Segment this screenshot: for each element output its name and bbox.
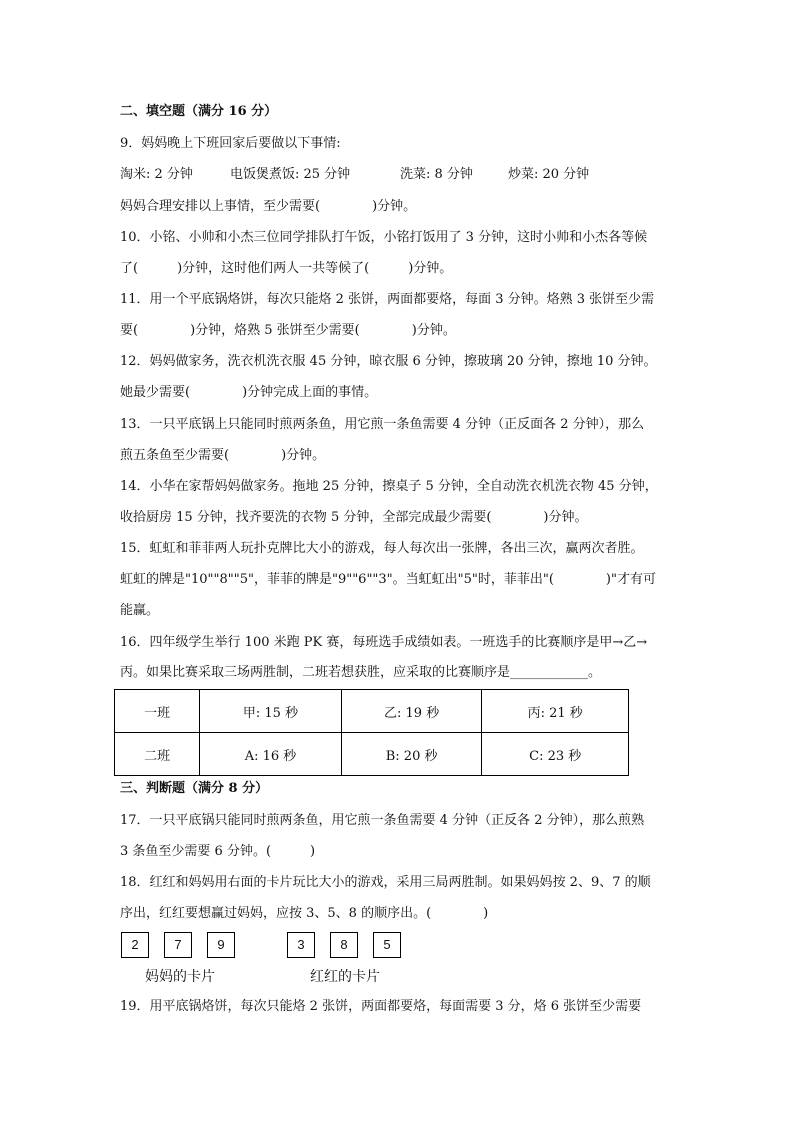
- q9-task-3: 洗菜: 8 分钟: [400, 167, 473, 182]
- table-cell: 乙: 19 秒: [341, 690, 482, 733]
- table-cell: 二班: [115, 733, 200, 776]
- hong-card: 3: [287, 932, 315, 958]
- mom-card: 9: [207, 932, 235, 958]
- table-cell: B: 20 秒: [341, 733, 482, 776]
- q9-task-1: 淘米: 2 分钟: [120, 167, 193, 182]
- q15-line-1: 15．虹虹和菲菲两人玩扑克牌比大小的游戏，每人每次出一张牌，各出三次，赢两次者胜。: [120, 541, 644, 556]
- q18-line-1: 18．红红和妈妈用右面的卡片玩比大小的游戏，采用三局两胜制。如果妈妈按 2、9、7 的顺: [120, 875, 651, 890]
- q13-line-2: 煎五条鱼至少需要( )分钟。: [120, 448, 326, 463]
- q19-line-1: 19．用平底锅烙饼，每次只能烙 2 张饼，两面都要烙，每面需要 3 分，烙 6 张饼至少需要: [120, 999, 642, 1014]
- hong-cards-label: 红红的卡片: [310, 969, 380, 985]
- hong-card: 8: [330, 932, 358, 958]
- q12-line-1: 12．妈妈做家务，洗衣机洗衣服 45 分钟，晾衣服 6 分钟，擦玻璃 20 分钟，擦地 10 分钟。: [120, 354, 657, 369]
- q9-task-2: 电饭煲煮饭: 25 分钟: [230, 167, 351, 182]
- table-cell: 丙: 21 秒: [482, 690, 629, 733]
- mom-card: 7: [164, 932, 192, 958]
- q17-line-2: 3 条鱼至少需要 6 分钟。( ): [120, 844, 316, 859]
- q14-line-2: 收拾厨房 15 分钟，找齐要洗的衣物 5 分钟，全部完成最少需要( )分钟。: [120, 510, 588, 525]
- q14-line-1: 14．小华在家帮妈妈做家务。拖地 25 分钟，擦桌子 5 分钟，全自动洗衣机洗衣物 45 分钟，: [120, 479, 658, 494]
- table-cell: A: 16 秒: [200, 733, 342, 776]
- q13-line-1: 13．一只平底锅上只能同时煎两条鱼，用它煎一条鱼需要 4 分钟（正反面各 2 分钟），那么: [120, 417, 645, 432]
- table-row: [115, 690, 629, 733]
- q9-ask: 妈妈合理安排以上事情，至少需要( )分钟。: [120, 199, 417, 214]
- race-times-table: [114, 689, 629, 776]
- q10-line-1: 10．小铭、小帅和小杰三位同学排队打午饭，小铭打饭用了 3 分钟，这时小帅和小杰各等候: [120, 230, 648, 245]
- hong-card: 5: [373, 932, 401, 958]
- q17-line-1: 17．一只平底锅只能同时煎两条鱼，用它煎一条鱼需要 4 分钟（正反各 2 分钟），那么煎熟: [120, 813, 645, 828]
- q16-line-2: 丙。如果比赛采取三场两胜制，二班若想获胜，应采取的比赛顺序是____________。: [120, 665, 602, 680]
- table-cell: 甲: 15 秒: [200, 690, 342, 733]
- mom-cards-label: 妈妈的卡片: [145, 969, 215, 985]
- table-row: [115, 733, 629, 776]
- q12-line-2: 她最少需要( )分钟完成上面的事情。: [120, 385, 378, 400]
- table-cell: 一班: [115, 690, 200, 733]
- q15-line-3: 能赢。: [120, 603, 160, 618]
- section-3-heading: 三、判断题（满分 8 分）: [120, 781, 269, 796]
- mom-card: 2: [121, 932, 149, 958]
- q10-line-2: 了( )分钟，这时他们两人一共等候了( )分钟。: [120, 261, 453, 276]
- q9-task-4: 炒菜: 20 分钟: [508, 167, 590, 182]
- q16-line-1: 16．四年级学生举行 100 米跑 PK 赛，每班选手成绩如表。一班选手的比赛顺序是甲→乙→: [120, 635, 648, 650]
- q9-stem: 9．妈妈晚上下班回家后要做以下事情:: [120, 136, 341, 151]
- q15-line-2: 虹虹的牌是"10""8""5"，菲菲的牌是"9""6""3"。当虹虹出"5"时，菲菲出"( )"才有可: [120, 572, 656, 587]
- table-cell: C: 23 秒: [482, 733, 629, 776]
- q11-line-1: 11．用一个平底锅烙饼，每次只能烙 2 张饼，两面都要烙，每面 3 分钟。烙熟 3 张饼至少需: [120, 292, 655, 307]
- section-2-heading: 二、填空题（满分 16 分）: [120, 104, 278, 119]
- q11-line-2: 要( )分钟，烙熟 5 张饼至少需要( )分钟。: [120, 323, 456, 338]
- q18-line-2: 序出，红红要想赢过妈妈，应按 3、5、8 的顺序出。( ): [120, 906, 489, 921]
